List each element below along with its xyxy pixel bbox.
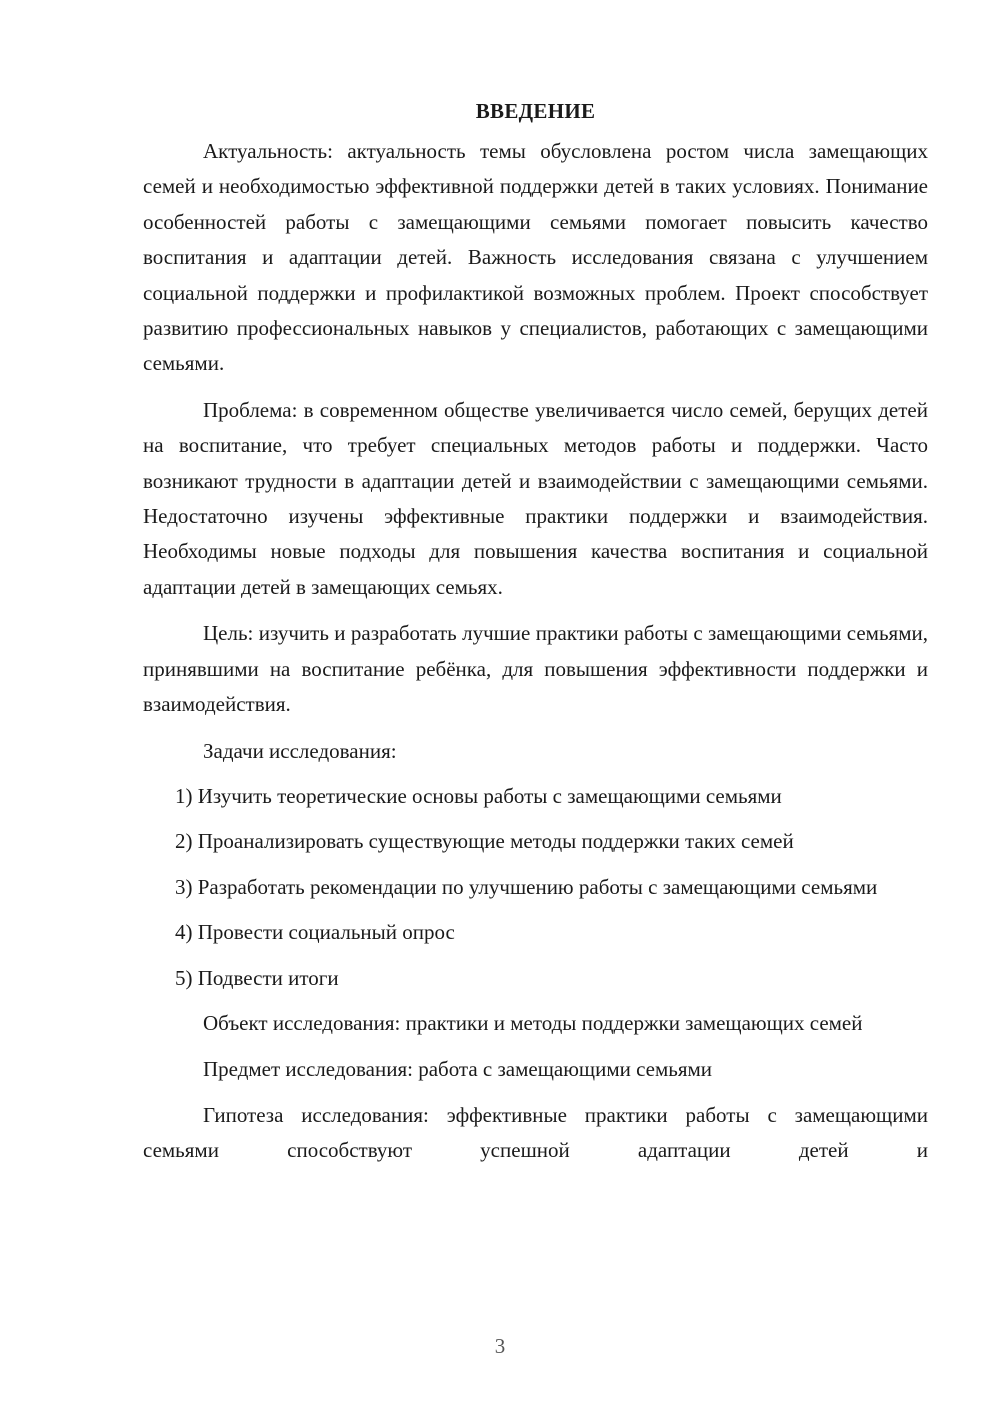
page-title: ВВЕДЕНИЕ [475, 99, 596, 123]
subject-paragraph: Предмет исследования: работа с замещающими семьями [203, 1057, 713, 1082]
task-item: 2) Проанализировать существующие методы поддержки таких семей [175, 829, 794, 854]
problem-paragraph: Проблема: в современном обществе увеличивается число семей, берущих детей на воспитание, что требует специальных методов работы и поддержки. Часто возникают трудности в адаптации детей и взаимодействии с замещающими семьями. Недостаточно изучены эффективные практики поддержки и взаимодействия. Необходимы новые подходы для повышения качества воспитания и социальной адаптации детей в замещающих семьях. [143, 397, 928, 599]
task-item: 1) Изучить теоретические основы работы с замещающими семьями [175, 783, 782, 808]
task-item: 3) Разработать рекомендации по улучшению работы с замещающими семьями [175, 874, 878, 899]
hypothesis-paragraph: Гипотеза исследования: эффективные практики работы с замещающими семьями способствуют успешной адаптации детей и [143, 1102, 928, 1163]
tasks-list [143, 779, 928, 996]
relevance-paragraph: Актуальность: актуальность темы обусловлена ростом числа замещающих семей и необходимостью эффективной поддержки детей в таких условиях. Понимание особенностей работы с замещающими семьями помогает повысить качество воспитания и адаптации детей. Важность исследования связана с улучшением социальной поддержки и профилактикой возможных проблем. Проект способствует развитию профессиональных навыков у специалистов, работающих с замещающими семьями. [143, 139, 928, 376]
goal-paragraph: Цель: изучить и разработать лучшие практики работы с замещающими семьями, принявшими на воспитание ребёнка, для повышения эффективности поддержки и взаимодействия. [143, 621, 928, 717]
task-item: 5) Подвести итоги [175, 965, 339, 990]
task-item: 4) Провести социальный опрос [175, 920, 455, 945]
object-paragraph: Объект исследования: практики и методы поддержки замещающих семей [203, 1010, 863, 1035]
page-number: 3 [494, 1334, 506, 1358]
tasks-heading: Задачи исследования: [203, 738, 397, 763]
page-content [143, 94, 928, 1169]
